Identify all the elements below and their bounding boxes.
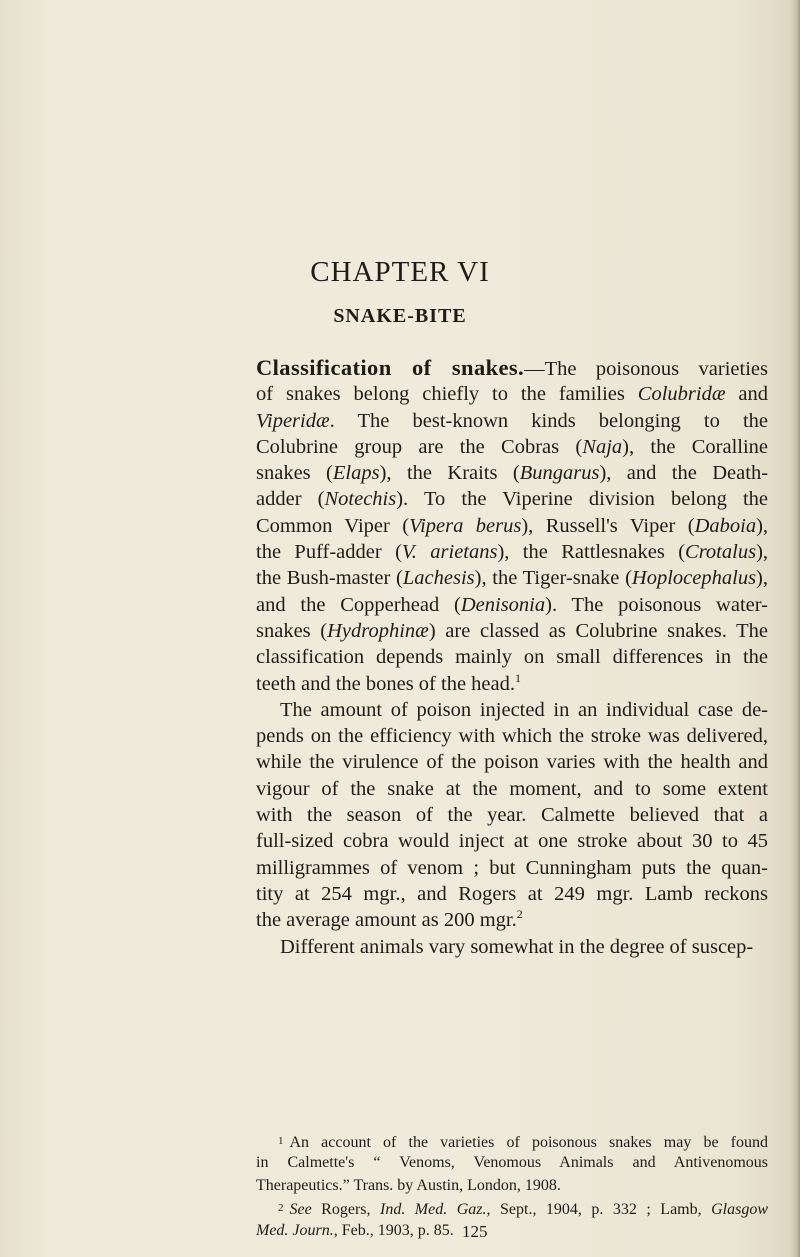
footnote-mark: 2 (278, 1202, 284, 1215)
text-run: An account of the varieties of poisonous snakes may be found (289, 1134, 768, 1151)
taxon-name: Hoplocephalus (631, 567, 757, 590)
text-run: and the Copperhead ( (256, 593, 461, 616)
footnote-line (256, 1220, 768, 1242)
text-run: ). To the Viperine division belong the (396, 488, 768, 511)
taxon-name: Bungarus (519, 462, 600, 485)
journal-title: Glasgow (711, 1201, 769, 1219)
text-line: while the virulence of the poison varies with the health and (256, 751, 768, 774)
text-run: and (725, 383, 768, 406)
text-line: milligrammes of venom ; but Cunningham puts the quan- (256, 856, 768, 879)
journal-title: Ind. Med. Gaz. (380, 1201, 487, 1219)
text-line (256, 565, 768, 591)
text-run: ), the Rattlesnakes ( (497, 541, 686, 564)
text-run: the average amount as 200 mgr. (256, 909, 517, 932)
chapter-subtitle: SNAKE-BITE (333, 305, 467, 327)
text-run: teeth and the bones of the head. (256, 672, 516, 695)
text-line (256, 539, 768, 565)
taxon-name: Notechis (324, 488, 397, 511)
text-run: ) are classed as Colubrine snakes. The (428, 619, 768, 642)
taxon-name: Colubridæ (637, 383, 726, 406)
taxon-name: Denisonia (460, 593, 546, 616)
text-line (256, 381, 768, 407)
text-run: ), (756, 541, 769, 564)
taxon-name: Naja (582, 435, 623, 458)
taxon-name: Crotalus (685, 541, 757, 564)
text-run: Common Viper ( (256, 514, 410, 537)
text-line (256, 592, 768, 618)
text-line: The amount of poison injected in an individual case de- (280, 698, 768, 721)
text-line (256, 434, 768, 460)
text-line: with the season of the year. Calmette believed that a (256, 804, 768, 827)
text-line (256, 355, 768, 381)
section-heading: Classification of snakes. (256, 355, 525, 380)
footnote-line (256, 1197, 768, 1219)
text-run: ), and the Death- (599, 462, 769, 485)
text-run: Rogers, (311, 1201, 380, 1219)
text-run: snakes ( (256, 462, 333, 485)
taxon-name: Elaps (332, 462, 380, 485)
footnote-ref[interactable]: 2 (516, 907, 523, 922)
text-run: ), the Coralline (622, 435, 769, 458)
page-number: 125 (462, 1222, 488, 1241)
taxon-name: V. arietans (401, 541, 498, 564)
text-line (256, 486, 768, 512)
text-line (256, 460, 768, 486)
text-line (256, 513, 768, 539)
page-edge-shadow (790, 0, 800, 1257)
heading-dash: — (524, 358, 545, 380)
taxon-name: Daboia (694, 514, 757, 537)
text-line: Different animals vary somewhat in the degree of suscep- (280, 935, 754, 958)
text-run: the Puff-adder ( (256, 541, 402, 564)
text-run: snakes ( (256, 619, 328, 642)
text-line (256, 671, 768, 697)
footnote-mark: 1 (278, 1135, 284, 1147)
text-line: vigour of the snake at the moment, and to some extent (256, 777, 768, 800)
text-run: ), (756, 567, 768, 590)
text-run: , Feb., 1903, p. 85. (333, 1221, 454, 1239)
text-run: ), Russell's Viper ( (521, 514, 695, 537)
text-line: classification depends mainly on small differences in the (256, 646, 768, 669)
text-run: . The best-known kinds belonging to the (329, 409, 768, 432)
footnote-line: in Calmette's “ Venoms, Venomous Animals and Antivenomous (256, 1154, 768, 1172)
text-run: Colubrine group are the Cobras ( (256, 435, 583, 458)
text-run: ), (756, 514, 769, 537)
taxon-name: Lachesis (402, 567, 475, 590)
text-run: ). The poisonous water- (545, 593, 768, 616)
text-run: , Sept., 1904, p. 332 ; Lamb, (486, 1201, 712, 1219)
chapter-title: CHAPTER VI (310, 256, 490, 288)
text-run: the Bush-master ( (256, 567, 403, 590)
taxon-name: Vipera berus (409, 514, 522, 537)
journal-title: Med. Journ. (256, 1221, 334, 1239)
footnotes (256, 1130, 768, 1242)
taxon-name: Viperidæ (256, 409, 330, 432)
footnote-line: Therapeutics.” Trans. by Austin, London, 1908. (256, 1176, 561, 1194)
text-line: pends on the efficiency with which the stroke was delivered, (256, 725, 768, 748)
text-line: tity at 254 mgr., and Rogers at 249 mgr. Lamb reckons (256, 882, 768, 905)
text-run: ), the Tiger-snake ( (474, 567, 632, 590)
text-line (256, 408, 768, 434)
text-run: of snakes belong chiefly to the families (256, 383, 638, 406)
text-run: ), the Kraits ( (379, 462, 520, 485)
text-line: full-sized cobra would inject at one stroke about 30 to 45 (256, 830, 768, 853)
text-run: The poisonous varieties (544, 358, 768, 380)
body-text (256, 355, 768, 960)
footnote-line (256, 1130, 768, 1152)
text-line (256, 618, 768, 644)
taxon-name: Hydrophinæ (327, 619, 429, 642)
footnote-ref[interactable]: 1 (515, 670, 522, 685)
text-line (256, 907, 768, 933)
text-run: See (289, 1201, 312, 1219)
text-run: adder ( (256, 488, 325, 511)
